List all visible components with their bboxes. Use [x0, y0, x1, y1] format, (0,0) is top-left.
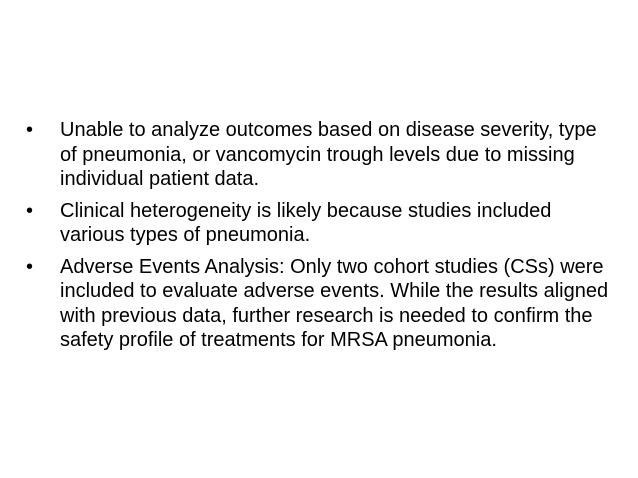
- bullet-icon: •: [26, 199, 34, 222]
- bullet-icon: •: [26, 255, 34, 278]
- bullet-icon: •: [26, 119, 34, 141]
- bullet-list: [24, 118, 614, 360]
- bullet-text: Adverse Events Analysis: Only two cohort studies (CSs) were included to evaluate adverse events. While the results aligned with previous data, further research is needed to confirm the safety profile of treatments for MRSA pneumonia.: [60, 255, 609, 351]
- bullet-item-heterogeneity: [24, 199, 614, 248]
- bullet-item-missing-data: [24, 118, 614, 192]
- bullet-text: Unable to analyze outcomes based on disease severity, type of pneumonia, or vancomycin trough levels due to missing individual patient data.: [60, 119, 597, 190]
- bullet-text: Clinical heterogeneity is likely because studies included various types of pneumonia.: [60, 199, 552, 246]
- bullet-item-adverse-events: [24, 255, 614, 353]
